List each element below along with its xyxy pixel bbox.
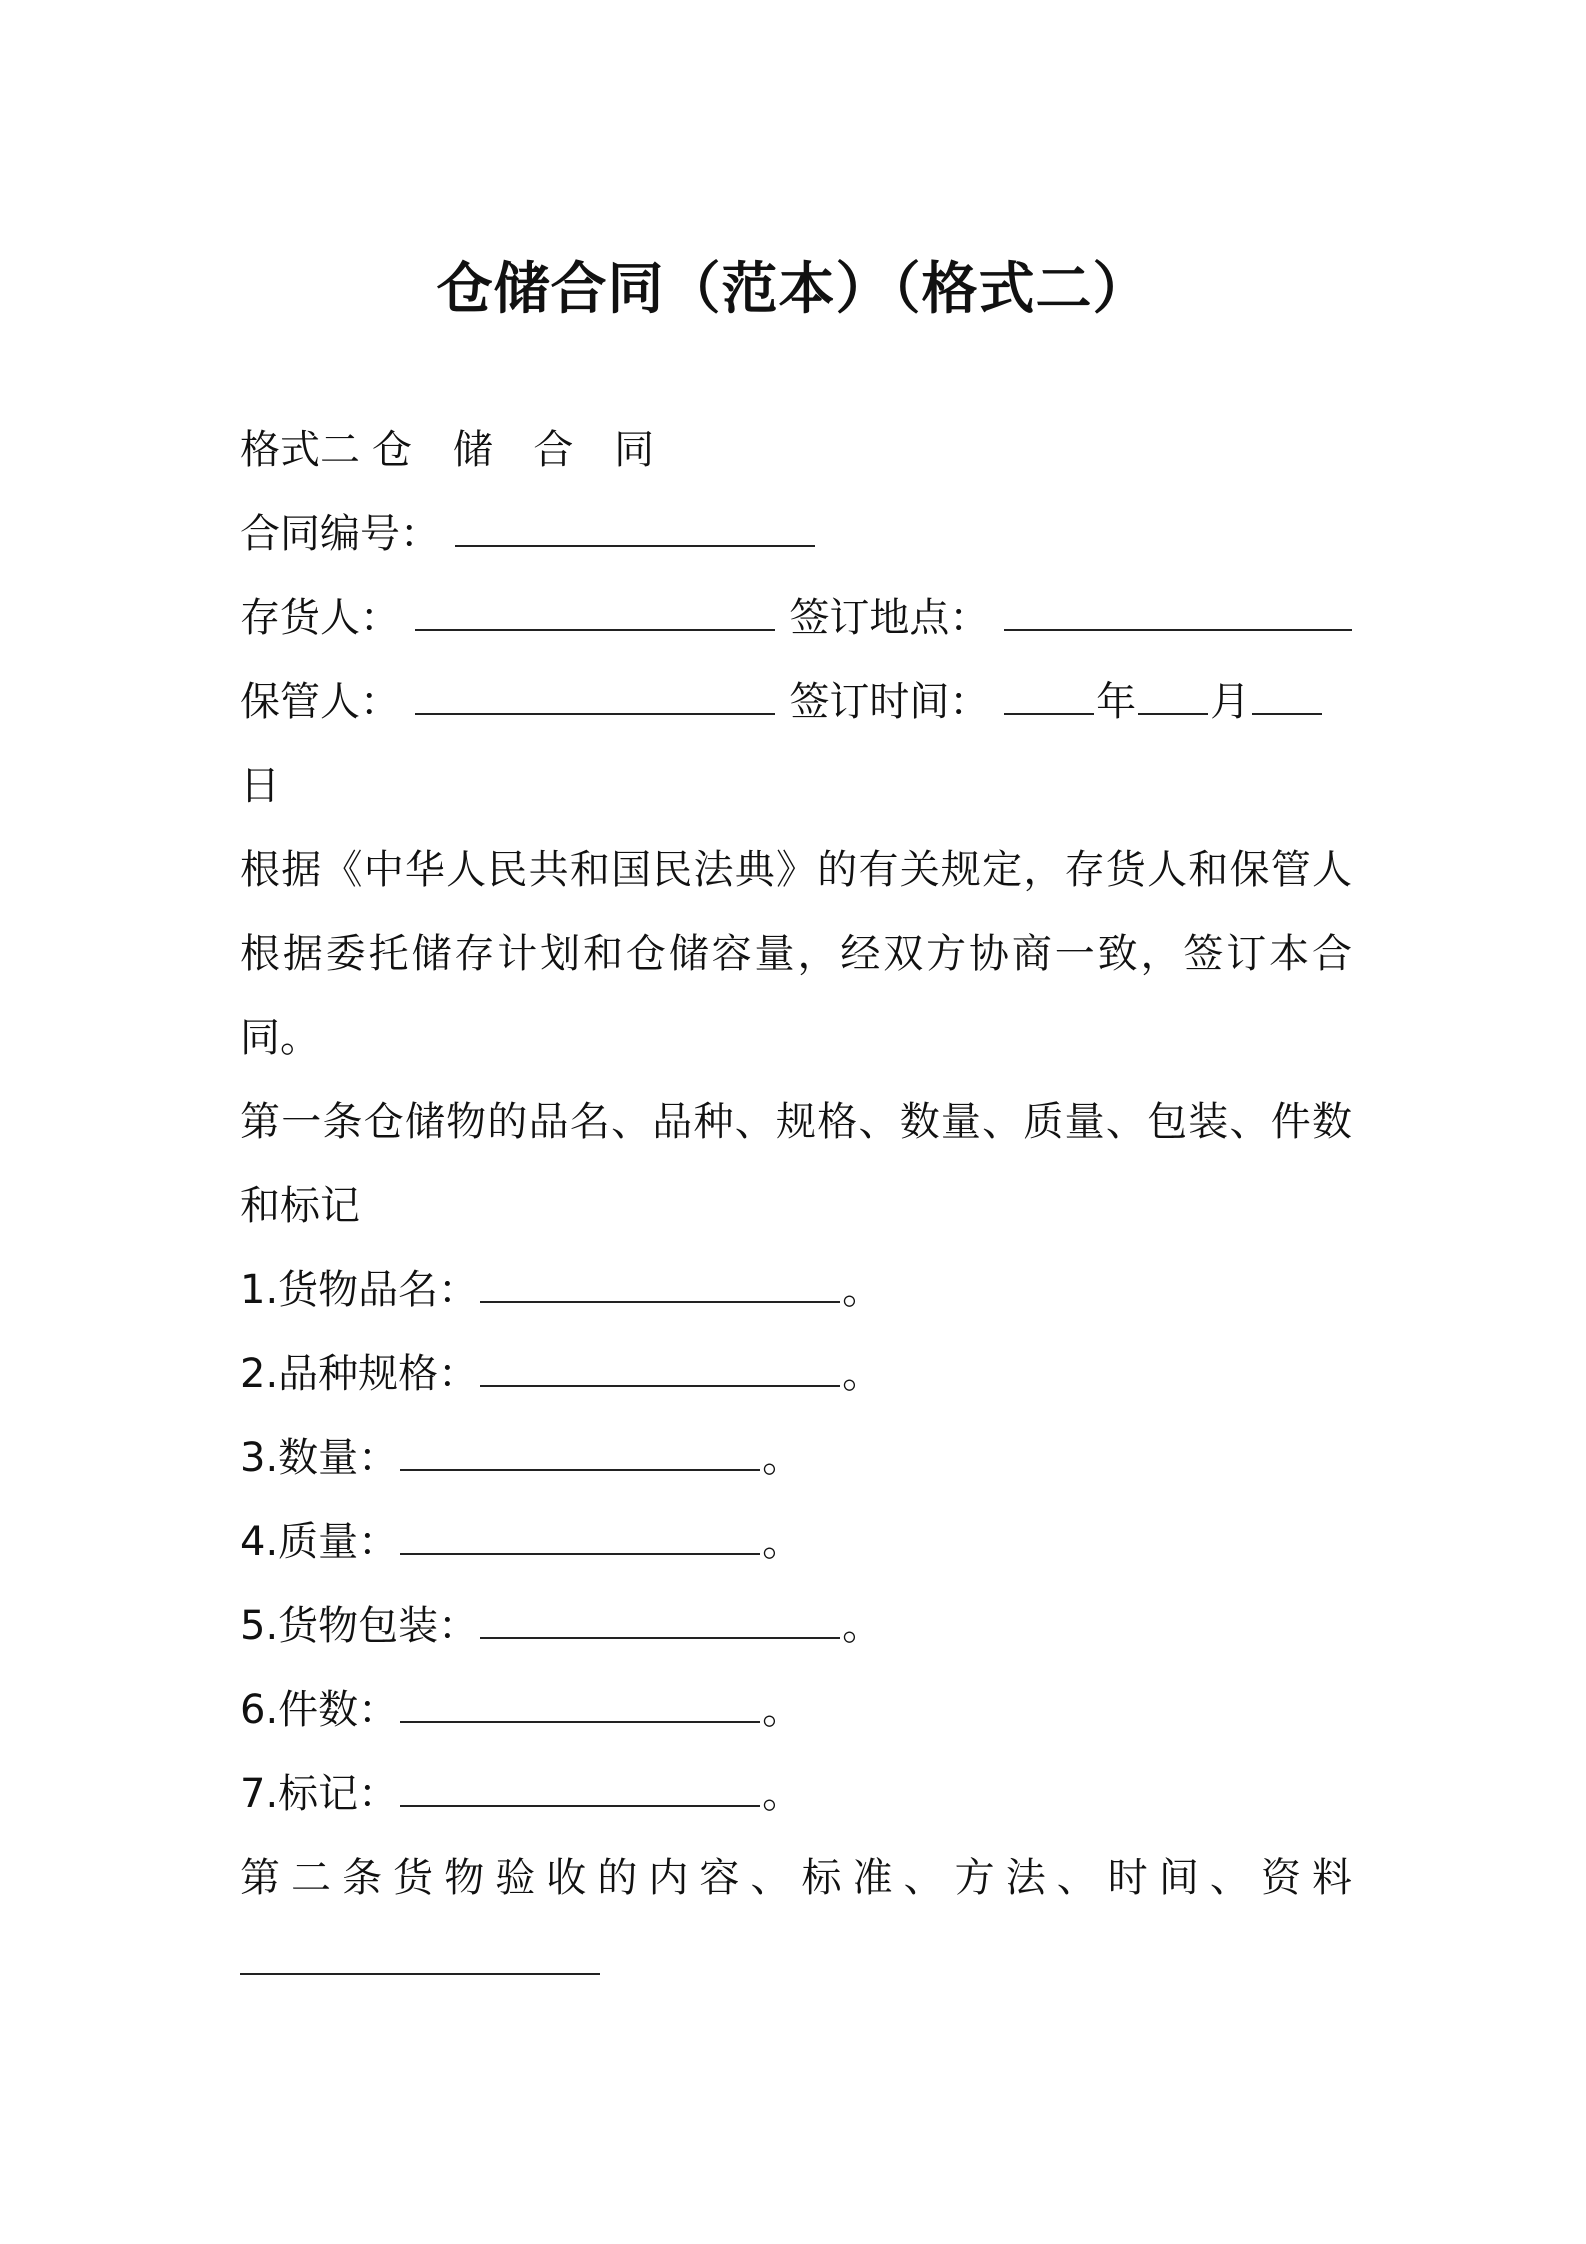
item-blank[interactable] <box>400 1767 760 1807</box>
document-title: 仓储合同（范本）（格式二） <box>436 257 1150 322</box>
preamble-paragraph: 根据《中华人民共和国民法典》的有关规定，存货人和保管人根据委托储存计划和仓储容量，经双方协商一致，签订本合同。 <box>240 847 1352 1061</box>
article-1-heading: 第一条仓储物的品名、品种、规格、数量、质量、包装、件数和标记 <box>240 1099 1352 1229</box>
sign-place-label: 签订地点： <box>789 595 990 641</box>
custodian-label: 保管人： <box>240 679 400 725</box>
item-end: 。 <box>842 1603 883 1649</box>
article-1-item <box>240 1332 1352 1416</box>
item-end: 。 <box>762 1435 803 1481</box>
item-label: 4.质量： <box>240 1519 399 1565</box>
format-label: 格式二 <box>240 427 360 473</box>
contract-number-line <box>240 492 1352 576</box>
item-end: 。 <box>762 1687 803 1733</box>
custodian-line <box>240 660 1352 744</box>
item-blank[interactable] <box>400 1431 760 1471</box>
sign-day-blank[interactable] <box>1252 675 1322 715</box>
article-1-item <box>240 1416 1352 1500</box>
depositor-line <box>240 576 1352 660</box>
article-2-blank[interactable] <box>240 1935 600 1975</box>
contract-number-blank[interactable] <box>455 507 815 547</box>
item-blank[interactable] <box>400 1683 760 1723</box>
sign-month-blank[interactable] <box>1138 675 1208 715</box>
item-label: 3.数量： <box>240 1435 399 1481</box>
item-end: 。 <box>842 1267 883 1313</box>
article-1-item <box>240 1248 1352 1332</box>
sign-time-label: 签订时间： <box>789 679 990 725</box>
day-label: 日 <box>240 763 280 809</box>
article-2-blank-line <box>240 1920 1352 2004</box>
item-end: 。 <box>842 1351 883 1397</box>
article-1-item <box>240 1500 1352 1584</box>
item-label: 6.件数： <box>240 1687 399 1733</box>
item-label: 1.货物品名： <box>240 1267 479 1313</box>
item-blank[interactable] <box>400 1515 760 1555</box>
custodian-blank[interactable] <box>415 675 775 715</box>
sign-year-blank[interactable] <box>1004 675 1094 715</box>
sign-place-blank[interactable] <box>1004 591 1352 631</box>
item-label: 5.货物包装： <box>240 1603 479 1649</box>
contract-number-label: 合同编号： <box>240 511 440 557</box>
item-label: 2.品种规格： <box>240 1351 479 1397</box>
article-1-item <box>240 1668 1352 1752</box>
item-blank[interactable] <box>480 1599 840 1639</box>
item-label: 7.标记： <box>240 1771 399 1817</box>
month-label: 月 <box>1210 679 1251 725</box>
contract-name: 仓 储 合 同 <box>372 427 669 473</box>
day-line <box>240 744 1352 828</box>
item-blank[interactable] <box>480 1263 840 1303</box>
item-blank[interactable] <box>480 1347 840 1387</box>
item-end: 。 <box>762 1771 803 1817</box>
article-1-item <box>240 1584 1352 1668</box>
article-2-heading: 第二条货物验收的内容、标准、方法、时间、资料 <box>240 1855 1352 1901</box>
depositor-label: 存货人： <box>240 595 400 641</box>
year-label: 年 <box>1096 679 1137 725</box>
item-end: 。 <box>762 1519 803 1565</box>
document-body <box>240 408 1352 2004</box>
subtitle-line <box>240 408 1352 492</box>
depositor-blank[interactable] <box>415 591 775 631</box>
article-1-item <box>240 1752 1352 1836</box>
